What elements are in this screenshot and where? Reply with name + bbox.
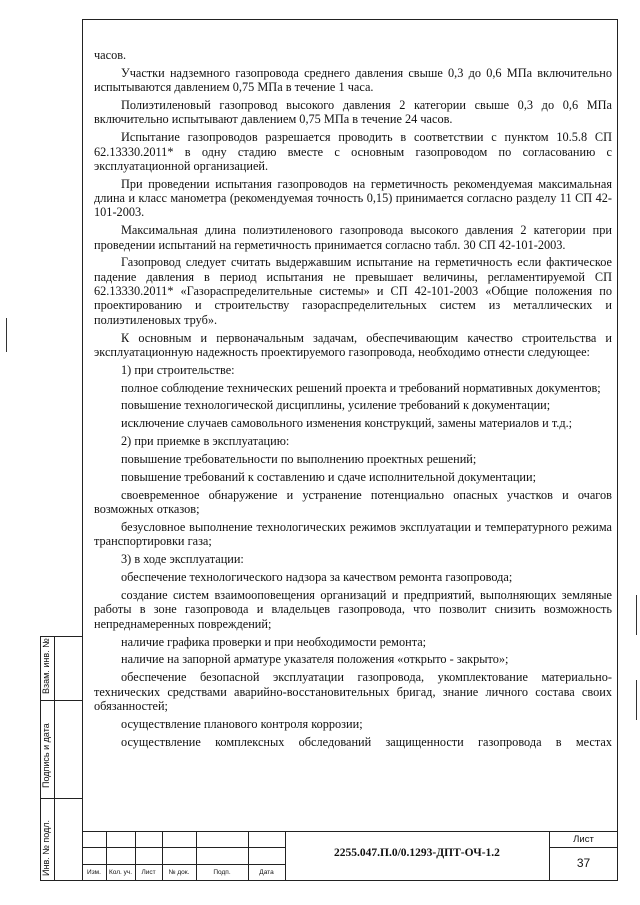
paragraph: полное соблюдение технических решений проекта и требований нормативных документов; xyxy=(121,380,601,395)
paragraph: повышение технологической дисциплины, усиление требований к документации; xyxy=(121,398,551,413)
paragraph: исключение случаев самовольного изменения конструкций, замены материалов и т.д.; xyxy=(121,416,573,431)
sidebar-inv-no-orig: Инв. № подл. xyxy=(41,819,51,876)
col-data: Дата xyxy=(259,869,274,876)
paragraph: 1) при строительстве: xyxy=(121,362,235,377)
paragraph: 3) в ходе эксплуатации: xyxy=(121,552,244,567)
paragraph: создание систем взаимооповещения организаций и предприятий, выполняющих земляные работы в зоне газопровода и владельцев газопровода, что позволит снизить возможность непреднамеренных повреждений; xyxy=(94,588,612,631)
scan-edge-mark xyxy=(6,318,7,352)
paragraph: Полиэтиленовый газопровод высокого давления 2 категории свыше 0,3 до 0,6 МПа включительно испытывают давлением 0,75 МПа в течение 24 часов. xyxy=(94,98,612,127)
paragraph: повышение требовательности по выполнению проектных решений; xyxy=(121,452,477,467)
paragraph: наличие графика проверки и при необходимости ремонта; xyxy=(121,634,427,649)
sidebar-col-values xyxy=(54,636,82,881)
paragraph: осуществление комплексных обследований защищенности газопровода в местах xyxy=(121,734,612,749)
paragraph: Участки надземного газопровода среднего давления свыше 0,3 до 0,6 МПа включительно испытываются давлением 0,75 МПа в течение 1 часа. xyxy=(94,65,612,95)
document-body xyxy=(94,48,612,753)
sidebar-stamp xyxy=(40,636,82,881)
col-list: Лист xyxy=(141,869,156,876)
paragraph: наличие на запорной арматуре указателя положения «открыто - закрыто»; xyxy=(121,652,509,667)
paragraph: безусловное выполнение технологических режимов эксплуатации и температурного режима транспортировки газа; xyxy=(94,520,612,549)
paragraph: Испытание газопроводов разрешается проводить в соответствии с пунктом 10.5.8 СП 62.13330.2011* в одну стадию вместе с основным газопроводом по согласованию с эксплуатационной организацией. xyxy=(94,130,612,173)
paragraph: При проведении испытания газопроводов на герметичность рекомендуемая максимальная длина и класс манометра (рекомендуемая точность 0,15) принимается согласно разделу 11 СП 42-101-2003. xyxy=(94,176,612,220)
col-ndok: № док. xyxy=(168,869,190,876)
sheet-number: 37 xyxy=(576,856,591,870)
scan-edge-mark xyxy=(636,595,637,635)
sheet-label: Лист xyxy=(573,834,594,845)
paragraph: обеспечение безопасной эксплуатации газопровода, укомплектование материально-технических средствами аварийно-восстановительных бригад, знание личного состава своих обязанностей; xyxy=(94,670,612,713)
paragraph: К основным и первоначальным задачам, обеспечивающим качество строительства и эксплуатационную надежность проектируемого газопровода, необходимо отнести следующее: xyxy=(94,330,612,359)
col-izm: Изм. xyxy=(87,869,101,876)
paragraph: повышение требований к составлению и сдаче исполнительной документации; xyxy=(121,470,537,485)
col-podp: Подп. xyxy=(213,869,231,876)
title-block xyxy=(82,831,618,881)
paragraph: часов. xyxy=(94,48,127,62)
sidebar-signature-date: Подпись и дата xyxy=(41,723,51,788)
col-kol-uch: Кол. уч. xyxy=(108,869,133,876)
paragraph: осуществление планового контроля коррозии; xyxy=(121,716,363,731)
scan-edge-mark xyxy=(636,680,637,720)
paragraph: Максимальная длина полиэтиленового газопровода высокого давления 2 категории при проведении испытаний на герметичность принимается согласно табл. 30 СП 42-101-2003. xyxy=(94,223,612,252)
document-code: 2255.047.П.0/0.1293-ДПТ-ОЧ-1.2 xyxy=(334,847,500,859)
paragraph: Газопровод следует считать выдержавшим испытание на герметичность если фактическое падение давления в период испытания не превышает величины, регламентируемой СП 62.13330.2011* «Газораспределительные системы» и СП 42-101-2003 «Общие положения по проектированию и строительству газораспределительных систем из металлических и полиэтиленовых труб». xyxy=(94,255,612,327)
paragraph: обеспечение технологического надзора за качеством ремонта газопровода; xyxy=(121,570,513,585)
sidebar-vzam-inv: Взам. инв. № xyxy=(41,638,51,694)
paragraph: 2) при приемке в эксплуатацию: xyxy=(121,434,290,449)
paragraph: своевременное обнаружение и устранение потенциально опасных участков и очагов возможных отказов; xyxy=(94,487,612,517)
